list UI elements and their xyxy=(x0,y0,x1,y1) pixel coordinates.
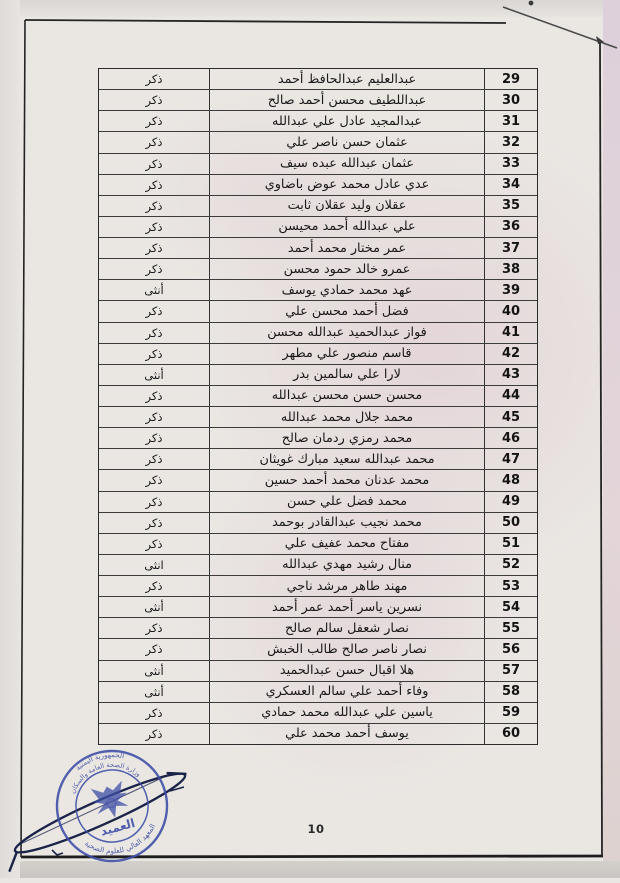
number-cell: 57 xyxy=(501,663,521,679)
name-cell: ياسين علي عبدالله محمد حمادي xyxy=(210,703,485,723)
student-registry-table xyxy=(98,68,538,745)
gender-cell: ذكر xyxy=(99,175,210,195)
table-row xyxy=(99,301,537,322)
number-cell: 60 xyxy=(501,726,521,742)
table-row xyxy=(99,175,537,196)
name-cell: عمرو خالد حمود محسن xyxy=(210,259,485,279)
table-row xyxy=(99,639,537,660)
gender-cell: ذكر xyxy=(99,703,210,723)
name-cell: منال رشيد مهدي عبدالله xyxy=(210,555,485,575)
name-cell: مهند طاهر مرشد ناجي xyxy=(210,576,485,596)
gender-cell: ذكر xyxy=(99,344,210,364)
name-cell: محمد فضل علي حسن xyxy=(210,492,485,512)
stamp-republic-text: الجمهورية اليمنية xyxy=(74,750,125,773)
name-cell: عقلان وليد عقلان ثابت xyxy=(210,196,485,216)
table-row xyxy=(99,576,537,597)
number-cell: 53 xyxy=(501,578,521,594)
gender-cell: انثى xyxy=(99,555,210,575)
table-row xyxy=(99,196,537,217)
gender-cell: ذكر xyxy=(99,513,210,533)
name-cell: محمد نجيب عبدالقادر بوحمد xyxy=(210,513,485,533)
name-cell: محمد رمزي ردمان صالح xyxy=(210,428,485,448)
table-row xyxy=(99,682,537,703)
name-cell: قاسم منصور علي مطهر xyxy=(210,344,485,364)
table-row xyxy=(99,111,537,132)
table-row xyxy=(99,492,537,513)
gender-cell: أنثى xyxy=(99,661,210,681)
table-row xyxy=(99,703,537,724)
number-cell: 49 xyxy=(501,494,521,510)
gender-cell: ذكر xyxy=(99,154,210,174)
gender-cell: ذكر xyxy=(99,259,210,279)
table-row xyxy=(99,534,537,555)
number-cell: 56 xyxy=(501,641,521,657)
gender-cell: ذكر xyxy=(99,470,210,490)
table-row xyxy=(99,470,537,491)
name-cell: نصار ناصر صالح طالب الخبش xyxy=(210,639,485,659)
number-cell: 41 xyxy=(501,325,521,341)
gender-cell: ذكر xyxy=(99,407,210,427)
table-row xyxy=(99,365,537,386)
number-cell: 43 xyxy=(501,367,521,383)
number-cell: 30 xyxy=(501,92,521,108)
stamp-institute-text: المعهد العالي للعلوم الصحية xyxy=(83,822,158,856)
table-row xyxy=(99,69,537,90)
number-cell: 45 xyxy=(501,409,521,425)
gender-cell: ذكر xyxy=(99,724,210,744)
stamp-ministry-text: وزارة الصحة العامة والسكان xyxy=(68,760,143,795)
name-cell: نصار شعفل سالم صالح xyxy=(210,618,485,638)
name-cell: عبدالمجيد عادل علي عبدالله xyxy=(210,111,485,131)
gender-cell: ذكر xyxy=(99,111,210,131)
table-row xyxy=(99,259,537,280)
name-cell: محمد عبدالله سعيد مبارك غويثان xyxy=(210,449,485,469)
eagle-emblem-icon xyxy=(89,780,133,822)
gender-cell: ذكر xyxy=(99,196,210,216)
stamp-dean-title: العميد xyxy=(98,815,137,839)
name-cell: فواز عبدالحميد عبدالله محسن xyxy=(210,323,485,343)
name-cell: عدي عادل محمد عوض باضاوي xyxy=(210,175,485,195)
name-cell: مفتاح محمد عفيف علي xyxy=(210,534,485,554)
border-top xyxy=(25,20,506,23)
gender-cell: ذكر xyxy=(99,618,210,638)
number-cell: 33 xyxy=(501,156,521,172)
gender-cell: ذكر xyxy=(99,301,210,321)
gender-cell: ذكر xyxy=(99,69,210,89)
gender-cell: ذكر xyxy=(99,492,210,512)
pen-dot xyxy=(529,1,534,6)
gender-cell: ذكر xyxy=(99,238,210,258)
gender-cell: ذكر xyxy=(99,323,210,343)
table-row xyxy=(99,323,537,344)
table-row xyxy=(99,661,537,682)
gender-cell: أنثى xyxy=(99,280,210,300)
table-row xyxy=(99,449,537,470)
name-cell: عبدالعليم عبدالحافظ أحمد xyxy=(210,69,485,89)
number-cell: 36 xyxy=(501,219,521,235)
name-cell: هلا اقبال حسن عبدالحميد xyxy=(210,661,485,681)
table-row xyxy=(99,280,537,301)
name-cell: وفاء أحمد علي سالم العسكري xyxy=(210,682,485,702)
table-row xyxy=(99,132,537,153)
table-row xyxy=(99,618,537,639)
number-cell: 35 xyxy=(501,198,521,214)
table-row xyxy=(99,386,537,407)
table-row xyxy=(99,555,537,576)
number-cell: 59 xyxy=(501,705,521,721)
gender-cell: ذكر xyxy=(99,386,210,406)
number-cell: 32 xyxy=(501,134,521,150)
gender-cell: ذكر xyxy=(99,576,210,596)
table-body xyxy=(99,69,537,744)
table-row xyxy=(99,238,537,259)
page-number: 10 xyxy=(307,822,325,836)
name-cell: محمد جلال محمد عبدالله xyxy=(210,407,485,427)
number-cell: 31 xyxy=(501,113,521,129)
number-cell: 51 xyxy=(501,536,521,552)
name-cell: عهد محمد حمادي يوسف xyxy=(210,280,485,300)
gender-cell: ذكر xyxy=(99,639,210,659)
table-row xyxy=(99,154,537,175)
number-cell: 29 xyxy=(501,71,521,87)
number-cell: 34 xyxy=(501,177,521,193)
border-left xyxy=(21,20,25,857)
number-cell: 52 xyxy=(501,557,521,573)
gender-cell: أنثى xyxy=(99,365,210,385)
gender-cell: ذكر xyxy=(99,90,210,110)
table-row xyxy=(99,428,537,449)
number-cell: 38 xyxy=(501,261,521,277)
gender-cell: ذكر xyxy=(99,428,210,448)
table-row xyxy=(99,513,537,534)
number-cell: 55 xyxy=(501,620,521,636)
name-cell: عبداللطيف محسن أحمد صالح xyxy=(210,90,485,110)
table-row xyxy=(99,407,537,428)
name-cell: فضل أحمد محسن علي xyxy=(210,301,485,321)
number-cell: 58 xyxy=(501,684,521,700)
number-cell: 50 xyxy=(501,515,521,531)
name-cell: عثمان عبدالله عبده سيف xyxy=(210,154,485,174)
gender-cell: ذكر xyxy=(99,449,210,469)
gender-cell: أنثى xyxy=(99,682,210,702)
table-row xyxy=(99,597,537,618)
table-row xyxy=(99,217,537,238)
gender-cell: ذكر xyxy=(99,217,210,237)
number-cell: 47 xyxy=(501,451,521,467)
number-cell: 37 xyxy=(501,240,521,256)
number-cell: 44 xyxy=(501,388,521,404)
number-cell: 42 xyxy=(501,346,521,362)
name-cell: محمد عدنان محمد أحمد حسين xyxy=(210,470,485,490)
number-cell: 54 xyxy=(501,599,521,615)
name-cell: نسرين ياسر أحمد عمر أحمد xyxy=(210,597,485,617)
name-cell: عثمان حسن ناصر علي xyxy=(210,132,485,152)
gender-cell: ذكر xyxy=(99,534,210,554)
name-cell: محسن حسن محسن عبدالله xyxy=(210,386,485,406)
name-cell: علي عبدالله أحمد محيسن xyxy=(210,217,485,237)
number-cell: 39 xyxy=(501,282,521,298)
name-cell: لارا علي سالمين بدر xyxy=(210,365,485,385)
table-row xyxy=(99,344,537,365)
number-cell: 48 xyxy=(501,472,521,488)
gender-cell: أنثى xyxy=(99,597,210,617)
border-right xyxy=(600,40,602,856)
number-cell: 40 xyxy=(501,303,521,319)
name-cell: عمر مختار محمد أحمد xyxy=(210,238,485,258)
official-stamp xyxy=(18,738,218,883)
name-cell: يوسف أحمد محمد علي xyxy=(210,724,485,744)
number-cell: 46 xyxy=(501,430,521,446)
gender-cell: ذكر xyxy=(99,132,210,152)
table-row xyxy=(99,90,537,111)
